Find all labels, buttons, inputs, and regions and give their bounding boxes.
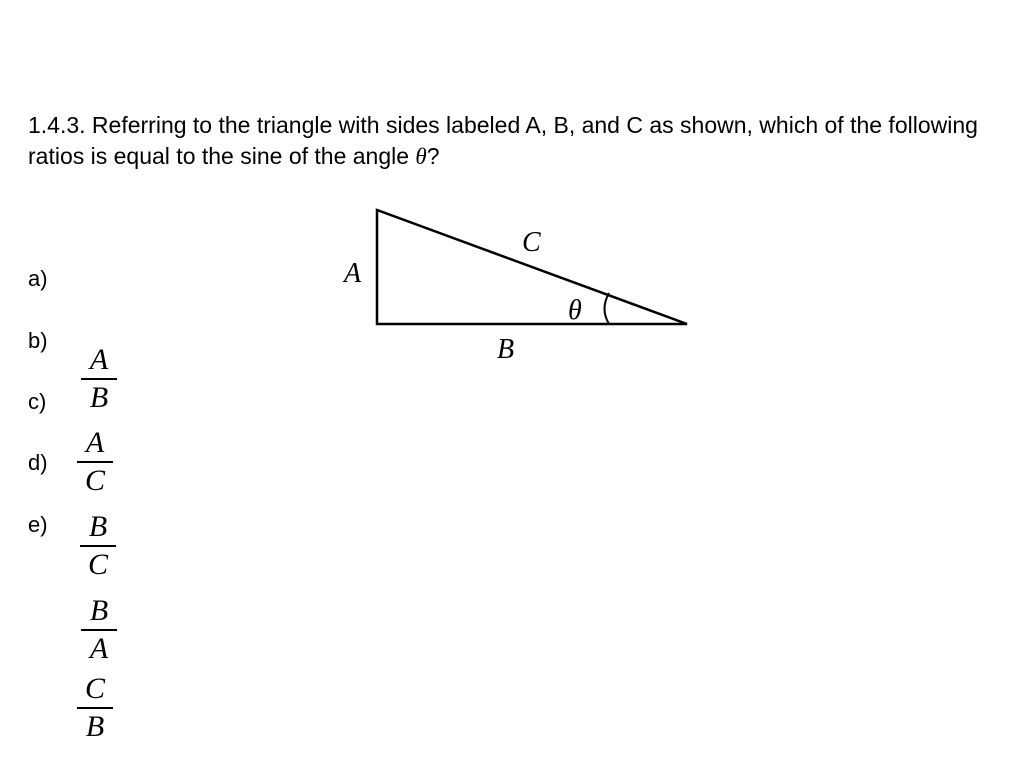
choice-label-e[interactable]: e) <box>28 512 48 537</box>
fraction-bar <box>77 707 113 709</box>
question-mark: ? <box>426 143 440 169</box>
fraction-e <box>75 674 115 742</box>
side-label-a: A <box>344 258 362 289</box>
side-label-c: C <box>522 227 541 258</box>
choice-label-c[interactable]: c) <box>28 389 47 414</box>
fraction-c-numerator: B <box>88 510 108 543</box>
fraction-d <box>79 596 119 664</box>
fraction-a <box>79 345 119 413</box>
fraction-bar <box>77 461 113 463</box>
fraction-b-numerator: A <box>85 426 105 459</box>
angle-label-theta: θ <box>568 295 582 326</box>
fraction-a-denominator: B <box>89 381 109 414</box>
fraction-bar <box>81 629 117 631</box>
fraction-c-denominator: C <box>87 548 108 581</box>
fraction-b <box>75 428 115 496</box>
question-text <box>28 110 1003 172</box>
fraction-e-numerator: C <box>84 672 105 705</box>
fraction-e-denominator: B <box>85 710 105 743</box>
triangle-diagram <box>330 200 700 375</box>
fraction-bar <box>81 378 117 380</box>
fraction-a-numerator: A <box>89 343 109 376</box>
fraction-c <box>78 512 118 580</box>
choice-label-a[interactable]: a) <box>28 266 48 291</box>
choice-label-b[interactable]: b) <box>28 328 48 353</box>
angle-arc <box>605 293 610 324</box>
question-stem: 1.4.3. Referring to the triangle with sides labeled A, B, and C as shown, which of the following ratios is equal to the sine of the angle <box>28 112 978 169</box>
fraction-d-numerator: B <box>89 594 109 627</box>
fraction-d-denominator: A <box>89 632 109 665</box>
theta-symbol: θ <box>415 144 427 169</box>
choice-label-d[interactable]: d) <box>28 450 48 475</box>
fraction-b-denominator: C <box>84 464 105 497</box>
fraction-bar <box>80 545 116 547</box>
side-label-b: B <box>497 334 515 365</box>
